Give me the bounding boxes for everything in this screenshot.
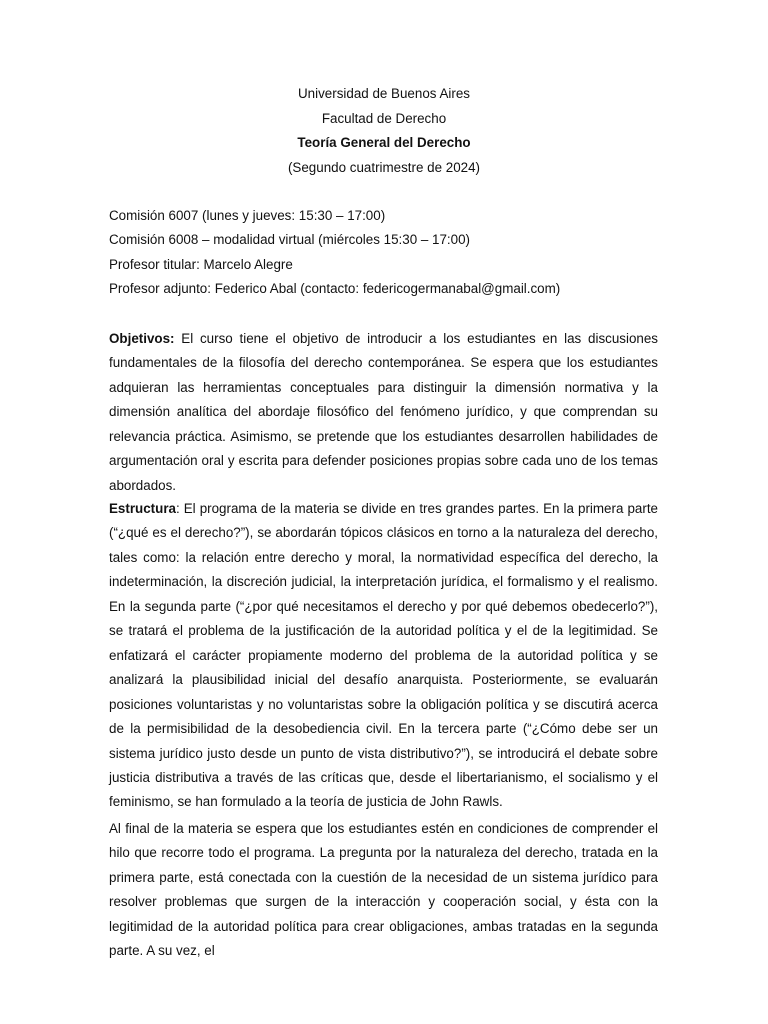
objetivos-paragraph (109, 327, 658, 498)
course-term: (Segundo cuatrimestre de 2024) (287, 159, 481, 175)
estructura-label: Estructura (109, 501, 176, 516)
estructura-paragraph (109, 497, 658, 815)
university-name: Universidad de Buenos Aires (298, 86, 470, 101)
final-paragraph (109, 817, 658, 964)
profesor-adjunto: Profesor adjunto: Federico Abal (contacto: federicogermanabal@gmail.com) (109, 281, 561, 297)
objetivos-text: El curso tiene el objetivo de introducir a los estudiantes en las discusiones fundamentales de la filosofía del derecho contemporánea. Se espera que los estudiantes adquieran las herramientas conceptuales para distinguir la dimensión normativa y la dimensión analítica del abordaje filosófico del fenómeno jurídico, y que comprendan su relevancia práctica. Asimismo, se pretende que los estudiantes desarrollen habilidades de argumentación oral y escrita para defender posiciones propias sobre cada uno de los temas abordados. (109, 331, 658, 493)
estructura-text: : El programa de la materia se divide en tres grandes partes. En la primera parte (“¿qué es el derecho?”), se abordarán tópicos clásicos en torno a la naturaleza del derecho, tales como: la relación entre derecho y moral, la normatividad específica del derecho, la indeterminación, la discreción judicial, la interpretación jurídica, el formalismo y el realismo. En la segunda parte (“¿por qué necesitamos el derecho y por qué debemos obedecerlo?”), se tratará el problema de la justificación de la autoridad política y el de la legitimidad. Se enfatizará el carácter propiamente moderno del problema de la autoridad política y se analizará la plausibilidad inicial del desafío anarquista. Posteriormente, se evaluarán posiciones voluntaristas y no voluntaristas sobre la obligación política y se discutirá acerca de la permisibilidad de la desobediencia civil. En la tercera parte (“¿Cómo debe ser un sistema jurídico justo desde un punto de vista distributivo?”), se introducirá el debate sobre justicia distributiva a través de las críticas que, desde el libertarianismo, el socialismo y el feminismo, se han formulado a la teoría de justicia de John Rawls. (109, 501, 658, 810)
profesor-titular: Profesor titular: Marcelo Alegre (109, 256, 293, 272)
objetivos-label: Objetivos: (109, 331, 175, 346)
document-header (0, 82, 768, 180)
comision-6007: Comisión 6007 (lunes y jueves: 15:30 – 17:00) (109, 208, 386, 223)
comision-6008: Comisión 6008 – modalidad virtual (miércoles 15:30 – 17:00) (109, 232, 470, 248)
faculty-name: Facultad de Derecho (321, 110, 447, 126)
course-title: Teoría General del Derecho (297, 135, 471, 150)
final-text: Al final de la materia se espera que los estudiantes estén en condiciones de comprender el hilo que recorre todo el programa. La pregunta por la naturaleza del derecho, tratada en la primera parte, está conectada con la cuestión de la necesidad de un sistema jurídico para resolver problemas que surgen de la interacción y cooperación social, y ésta con la legitimidad de la autoridad política para crear obligaciones, ambas tratadas en la segunda parte. A su vez, el (109, 821, 658, 959)
course-info (109, 204, 669, 302)
